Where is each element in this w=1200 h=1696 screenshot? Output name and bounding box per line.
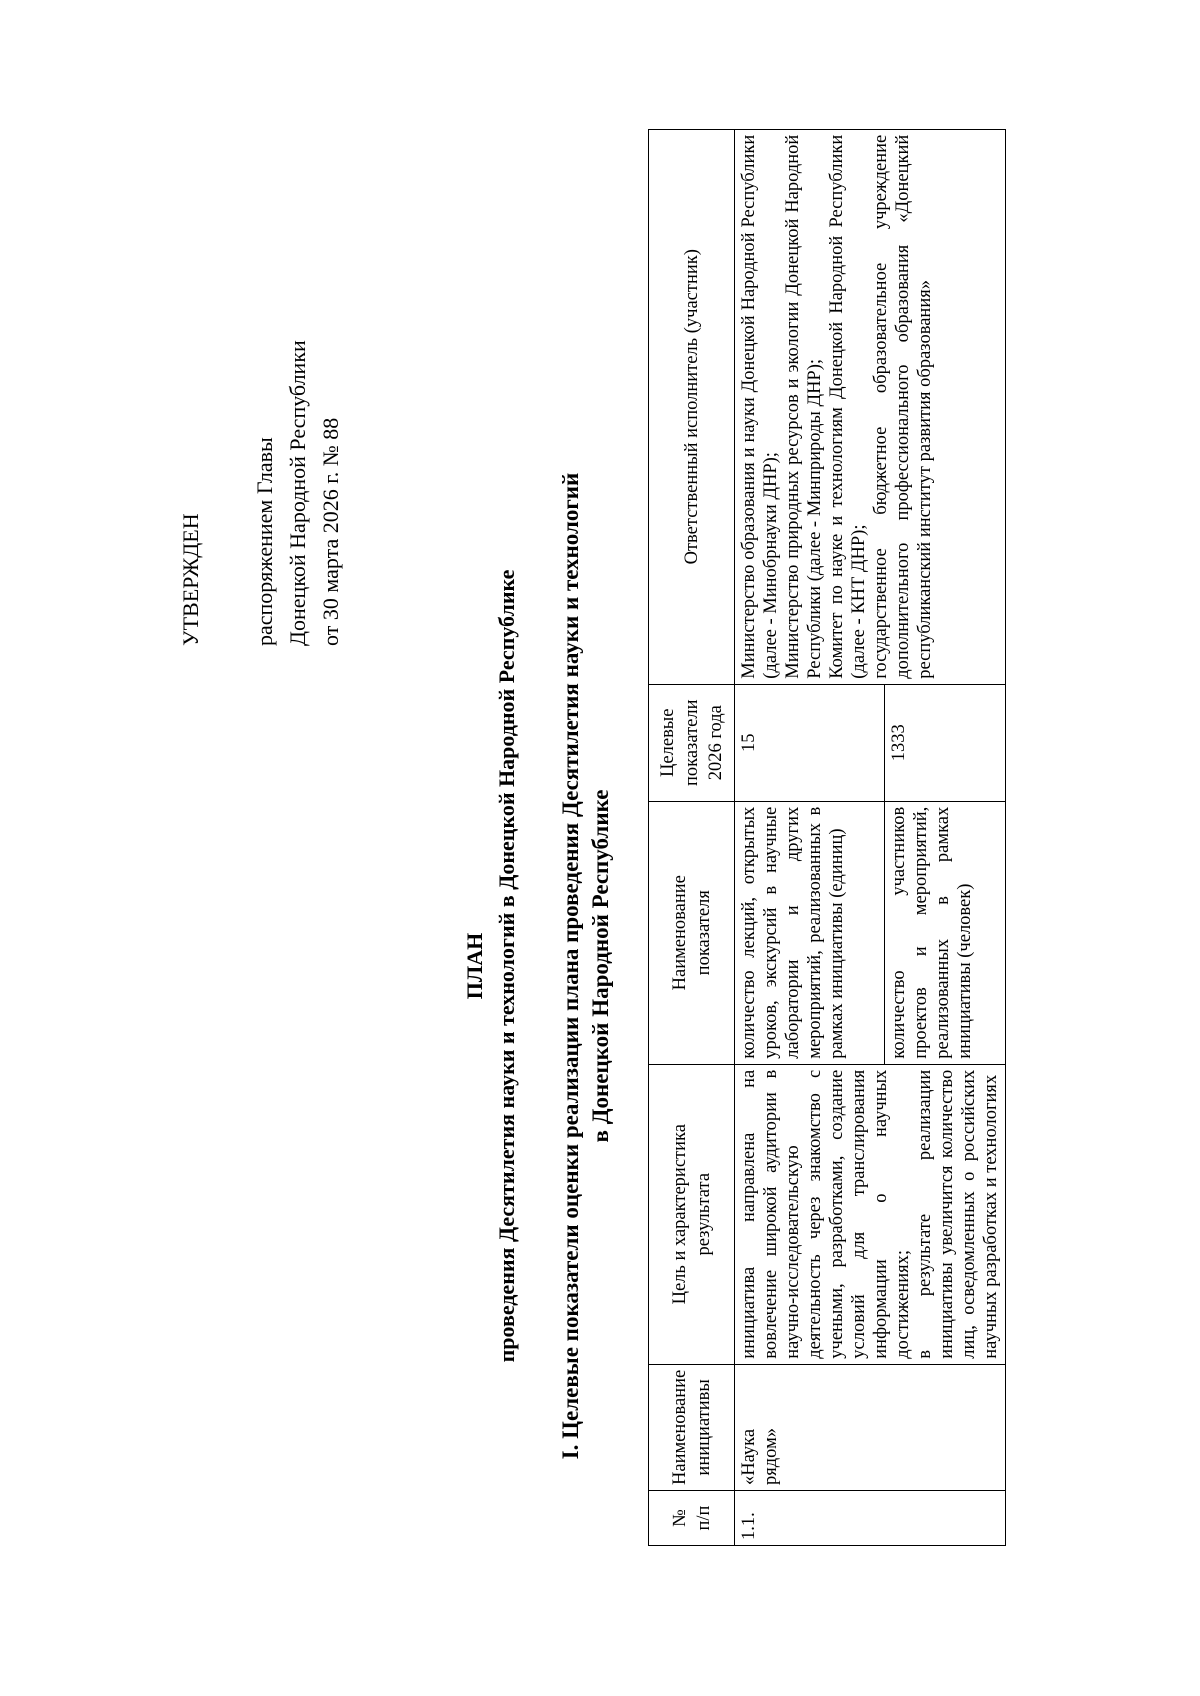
plan-title: ПЛАН <box>462 932 487 1000</box>
row-target: 1333 <box>884 684 1005 801</box>
row-target: 15 <box>735 684 885 801</box>
row-indicator: количество участников проектов и мероприятий, реализованных в рамках инициативы (человек) <box>884 801 1005 1064</box>
header-goal: Цель и характеристика результата <box>649 1064 735 1364</box>
header-executor: Ответственный исполнитель (участник) <box>649 129 735 684</box>
row-initiative: «Наука рядом» <box>735 1364 1006 1490</box>
section-heading-line: I. Целевые показатели оценки реализации плана проведения Десятилетия науки и технологий <box>558 472 583 1460</box>
approval-line: Донецкой Народной Республики <box>285 340 310 646</box>
row-executor: Министерство образования и науки Донецкой Народной Республики (далее - Минобрнауки ДНР); Министерство природных ресурсов и экологии Донецкой Народной Республики (далее - Минприроды ДНР); Комитет по науке и технологиям Донецкой Народной Республики (далее - КНТ ДНР); государственное бюджетное образовательное учреждение дополнительного профессионального образования «Донецкий республиканский институт развития образования» <box>735 129 1006 684</box>
row-goal: инициатива направлена на вовлечение широкой аудитории в научно-исследовательскую деятельность через знакомство с учеными, разработками, создание условий для транслирования информации о научных достижениях; в результате реализации инициативы увеличится количество лиц, осведомленных о российских научных разработках и технологиях <box>735 1064 1006 1364</box>
table-header-row <box>649 129 735 1545</box>
approval-line: от 30 марта 2026 г. № 88 <box>318 417 343 646</box>
row-indicator: количество лекций, открытых уроков, экскурсий в научные лаборатории и других мероприятий, реализованных в рамках инициативы (единиц) <box>735 801 885 1064</box>
table-row <box>735 129 885 1545</box>
approval-order <box>248 340 347 646</box>
approval-stamp: УТВЕРЖДЕН <box>178 513 203 646</box>
header-initiative: Наименование инициативы <box>649 1364 735 1490</box>
approval-line: распоряжением Главы <box>252 437 277 646</box>
section-heading <box>556 416 616 1516</box>
indicators-table <box>648 129 1006 1546</box>
header-indicator: Наименование показателя <box>649 801 735 1064</box>
section-heading-line: в Донецкой Народной Республике <box>588 789 613 1143</box>
plan-subtitle: проведения Десятилетия науки и технологий в Донецкой Народной Республике <box>494 569 519 1363</box>
row-num: 1.1. <box>735 1491 1006 1546</box>
document-heading <box>458 416 616 1516</box>
header-num: № п/п <box>649 1491 735 1546</box>
header-target: Целевые показатели 2026 года <box>649 684 735 801</box>
